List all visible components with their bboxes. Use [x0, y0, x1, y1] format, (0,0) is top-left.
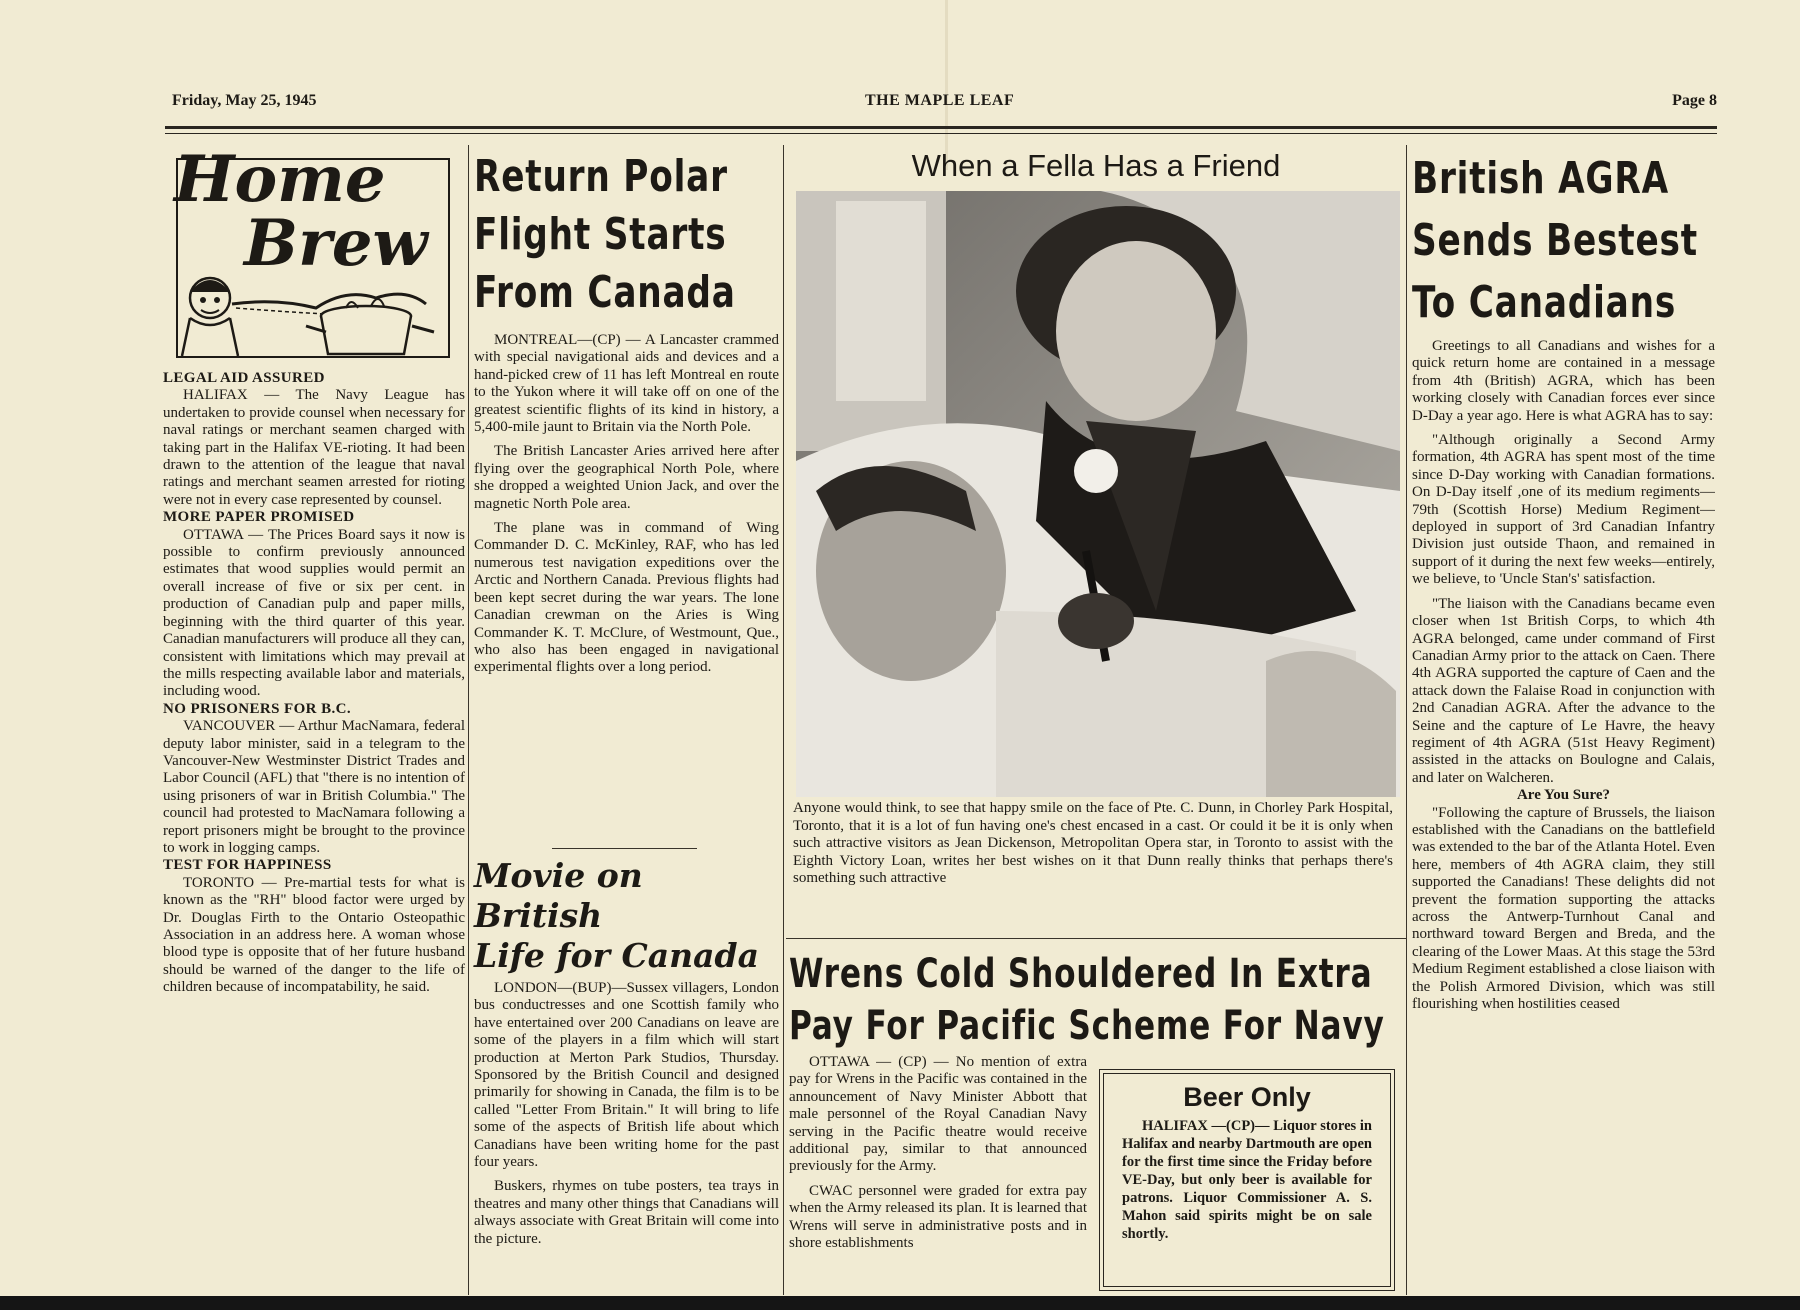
polar-headline-line: Flight Starts [474, 209, 727, 260]
photo [796, 191, 1400, 797]
brief-body: TORONTO — Pre-martial tests for what is known as the "RH" blood factor were urged by Dr. Douglas Firth to the Ontario Osteopathic Association in an address here. A woman whose blood type is opposite that of her future husband should be warned of the danger to the life of children because of incompatability, he said. [163, 874, 465, 996]
masthead-rule [165, 126, 1717, 129]
masthead-page-number: Page 8 [1672, 92, 1717, 109]
polar-paragraph: MONTREAL—(CP) — A Lancaster crammed with special navigational aids and devices and a hand-picked crew of 11 has left Montreal en route to the Yukon where it will take off on one of the greatest scientific flights of its kind in history, a 5,400-mile jaunt to Britain via the North Pole. [474, 332, 779, 436]
section-divider [786, 938, 1406, 939]
page-fold [945, 0, 948, 170]
brief-article [163, 701, 465, 858]
movie-paragraph: Buskers, rhymes on tube posters, tea trays in theatres and many other things that Canadians will always associate with Great Britain will come into the picture. [474, 1178, 779, 1247]
wrens-paragraph: OTTAWA — (CP) — No mention of extra pay for Wrens in the Pacific was contained in the announcement of Navy Minister Abbott that male personnel of the Royal Canadian Navy serving in the Pacific theatre would receive additional pay, similar to that announced previously for the Army. [789, 1054, 1087, 1175]
brewer-cartoon-icon [176, 268, 446, 358]
brief-body: OTTAWA — The Prices Board says it now is possible to confirm previously announced estimates that wood supplies would permit an overall increase of five or six per cent. in production of Canadian pulp and paper mills, beginning with the third quarter of this year. Canadian manufacturers will produce all they can, consistent with limitations which may prevail at the mills respecting available labor and materials, including wood. [163, 526, 465, 700]
brief-body: VANCOUVER — Arthur MacNamara, federal deputy labor minister, said in a telegram to the Vancouver-New Westminster District Trades and Labor Council (AFL) that "there is no intention of using prisoners of war in British Columbia." The council had protested to MacNamara following a report prisoners might be brought to the province to work in logging camps. [163, 718, 465, 856]
polar-headline-line: Return Polar [474, 151, 728, 202]
movie-headline-line: Life for Canada [474, 936, 759, 975]
brief-article [163, 509, 465, 700]
brief-kicker: LEGAL AID ASSURED [163, 370, 325, 386]
masthead [172, 92, 1717, 118]
logo-home-text: Home [174, 142, 386, 217]
photo-caption: Anyone would think, to see that happy smile on the face of Pte. C. Dunn, in Chorley Park Hospital, Toronto, that it is a lot of fun having one's chest encased in a cast. Or could it be it is only when such attractive visitors as Jean Dickenson, Metropolitan Opera star, in Toronto to assist with the Eighth Victory Loan, writes her best wishes on it that Dunn really thinks that perhaps there's something such attractive [793, 800, 1393, 887]
agra-headline-line: Sends Bestest [1412, 215, 1698, 266]
brief-body: HALIFAX — The Navy League has undertaken to provide counsel when necessary for naval ratings or merchant seamen charged with taking part in the Halifax VE-rioting. It had been drawn to the attention of the league that naval ratings and merchant seamen arrested for rioting were not in every case represented by counsel. [163, 387, 465, 508]
movie-headline-line: Movie on British [474, 856, 643, 935]
agra-headline-line: British AGRA [1412, 153, 1669, 204]
wrens-headline [789, 948, 1404, 1052]
beer-body: HALIFAX —(CP)— Liquor stores in Halifax and nearby Dartmouth are open for the first time since the Friday before VE-Day, but only beer is available for patrons. Liquor Commissioner A. S. Mahon said spirits might be on sale shortly. [1122, 1118, 1372, 1242]
agra-paragraph: Greetings to all Canadians and wishes for a quick return home are contained in a message from 4th (British) AGRA, which has been working closely with Canadian forces ever since D-Day a year ago. Here is what AGRA has to say: [1412, 338, 1715, 424]
logo-brew-text: Brew [244, 206, 428, 281]
polar-paragraph: The British Lancaster Aries arrived here after flying over the geographical North Pole, where she dropped a weighted Union Jack, and over the magnetic North Pole area. [474, 443, 779, 512]
column-divider [1406, 145, 1407, 1295]
brief-article [163, 370, 465, 509]
column-divider [468, 145, 469, 1295]
agra-paragraph: "Although originally a Second Army formation, 4th AGRA has spent most of the time since D-Day working with Canadian formations. On D-Day itself ,one of its medium regiments—79th (Scottish Horse) Medium Regiment—deployed in support of 3rd Canadian Infantry Division just outside Thaon, and remained in support of it during the next few weeks—entirely, we believe, to 'Uncle Stan's' satisfaction. [1412, 432, 1715, 588]
beer-only-box [1103, 1073, 1391, 1287]
brief-article [163, 857, 465, 996]
polar-headline-line: From Canada [474, 267, 736, 318]
hospital-photo-icon [796, 191, 1400, 797]
polar-headline [474, 148, 779, 332]
brief-kicker: TEST FOR HAPPINESS [163, 857, 332, 874]
polar-paragraph: The plane was in command of Wing Commander D. C. McKinley, RAF, who has led numerous test navigation expeditions over the Arctic and Northern Canada. Previous flights had been kept secret during the war years. The lone Canadian crewman on the Aries is Wing Commander K. T. McClure, of Westmount, Que., who also has been engaged in navigational experimental flights over a long period. [474, 520, 779, 676]
agra-article [1412, 148, 1715, 1294]
masthead-rule-thin [165, 133, 1717, 134]
movie-article [474, 856, 779, 1248]
agra-paragraph: "The liaison with the Canadians became even closer when 1st British Corps, to which 4th AGRA belonged, came under command of First Canadian Army prior to the attack on Caen. There 4th AGRA supported the capture of Caen and the attack down the Falaise Road in conjunction with 2nd Canadian AGRA. After the advance to the Seine and the capture of Le Havre, the heavy regiment of 4th AGRA (51st Heavy Regiment) assisted in the attacks on Boulogne and Calais, and later on Walcheren. [1412, 595, 1715, 786]
wrens-headline-line: Wrens Cold Shouldered In Extra [789, 951, 1373, 997]
brief-kicker: MORE PAPER PROMISED [163, 509, 355, 526]
agra-headline-line: To Canadians [1412, 277, 1677, 328]
polar-flight-article [474, 148, 779, 677]
home-brew-logo [172, 142, 457, 363]
agra-paragraph: "Following the capture of Brussels, the liaison established with the Canadians on the battlefield was extended to the bar of the Atlanta Hotel. Even here, members of 4th AGRA claim, they still supported the Canadians! These delights did not prevent the formation supporting the attacks across the Antwerp-Turnhout Canal and northward toward Bergen and Breda, and the clearing of the Lower Maas. At this stage the 53rd Medium Regiment established a close liaison with the Polish Armored Division, which was still flourishing when hostilities ceased [1412, 804, 1715, 1013]
agra-subhead: Are You Sure? [1516, 787, 1611, 804]
masthead-paper-name: THE MAPLE LEAF [865, 92, 1015, 109]
briefs-column [163, 370, 465, 997]
beer-title: Beer Only [1183, 1082, 1311, 1112]
wrens-article [789, 1054, 1087, 1294]
agra-headline [1412, 148, 1715, 338]
brief-kicker: NO PRISONERS FOR B.C. [163, 700, 352, 717]
masthead-date: Friday, May 25, 1945 [172, 92, 317, 109]
photo-title: When a Fella Has a Friend [911, 148, 1281, 183]
movie-paragraph: LONDON—(BUP)—Sussex villagers, London bus conductresses and one Scottish family who have entertained over 200 Canadians on leave are some of the players in a film which will start production at Merton Park Studios, Thursday. Sponsored by the British Council and designed primarily for showing in Canada, the film is to be called "Letter From Britain." It will bring to life some of the aspects of British life about which Canadians have been writing home for the past four years. [474, 980, 779, 1171]
column-divider [783, 145, 784, 1295]
wrens-headline-line: Pay For Pacific Scheme For Navy [789, 1003, 1385, 1049]
article-separator [552, 848, 697, 849]
wrens-paragraph: CWAC personnel were graded for extra pay when the Army released its plan. It is learned that Wrens will serve in administrative posts and in shore establishments [789, 1182, 1087, 1252]
